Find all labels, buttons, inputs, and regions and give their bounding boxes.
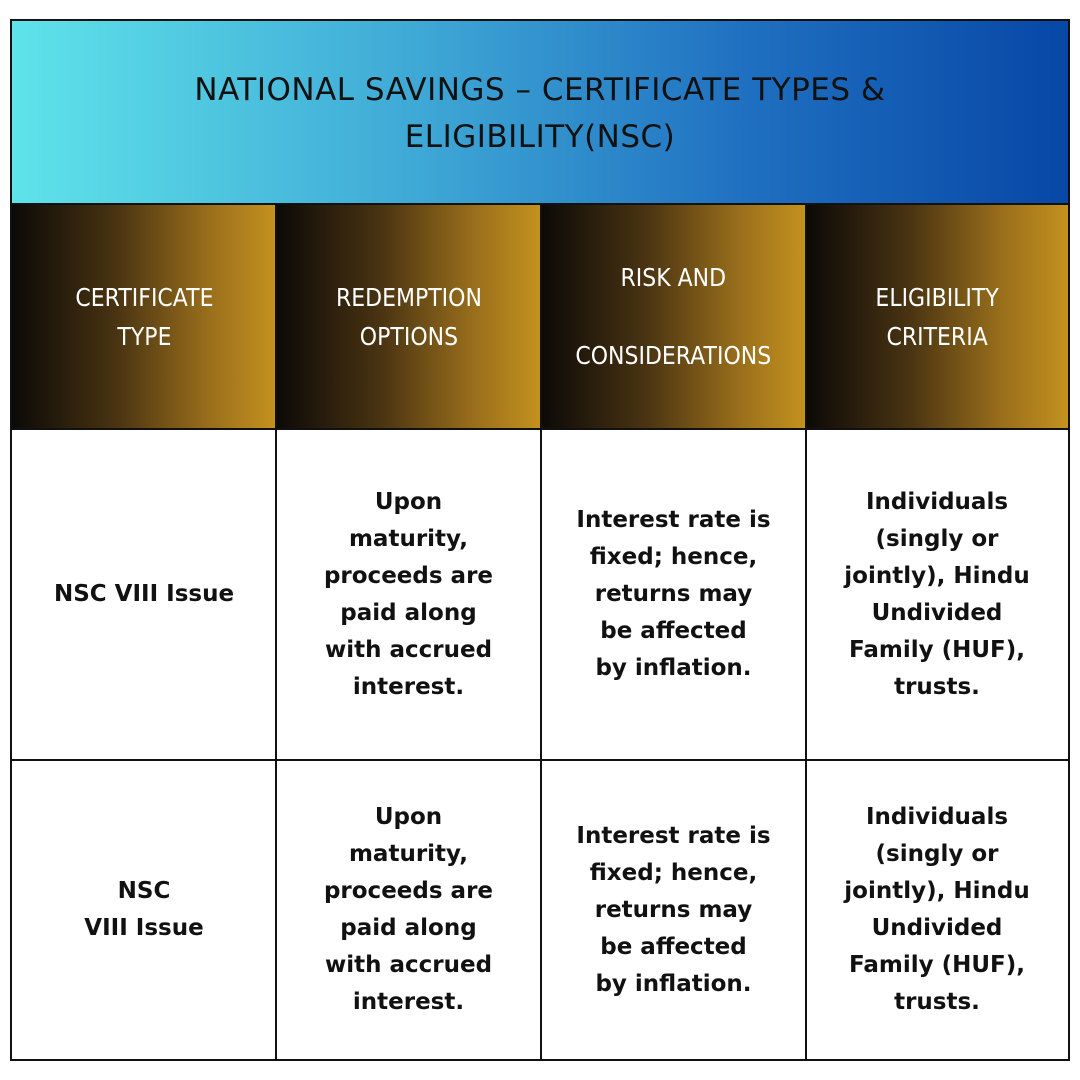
table-title: NATIONAL SAVINGS – CERTIFICATE TYPES & ELIGIBILITY(NSC) xyxy=(194,72,886,155)
cell-text: NSC VIII Issue xyxy=(53,581,235,607)
cell-text: Interest rate is fixed; hence, returns may be affected by inflation. xyxy=(576,507,771,681)
column-divider xyxy=(805,205,807,1059)
table-row-1-redemption xyxy=(276,430,541,759)
header-risk-considerations xyxy=(541,205,806,428)
cell-text: Upon maturity, proceeds are paid along with accrued interest. xyxy=(323,804,494,1015)
header-eligibility-criteria xyxy=(806,205,1068,428)
header-label: REDEMPTION OPTIONS xyxy=(335,282,482,351)
column-divider xyxy=(540,205,542,1059)
cell-text: Upon maturity, proceeds are paid along with accrued interest. xyxy=(323,488,494,700)
cell-text: NSC VIII Issue xyxy=(84,878,204,941)
title-band xyxy=(12,21,1068,205)
header-label: CERTIFICATE TYPE xyxy=(74,282,214,351)
table-grid xyxy=(12,205,1068,1059)
table-row-1-eligibility xyxy=(806,430,1068,759)
cell-text: Individuals (singly or jointly), Hindu Undivided Family (HUF), trusts. xyxy=(844,804,1030,1015)
cell-text: Interest rate is fixed; hence, returns may be affected by inflation. xyxy=(576,822,771,997)
header-label: ELIGIBILITY CRITERIA xyxy=(875,282,999,351)
header-redemption-options xyxy=(276,205,541,428)
column-divider xyxy=(275,205,277,1059)
table-row-2-redemption xyxy=(276,761,541,1059)
table-row-2-risk xyxy=(541,761,806,1059)
table-row-1-risk xyxy=(541,430,806,759)
table-row-2-certificate-type xyxy=(12,761,276,1059)
row-divider xyxy=(12,428,1068,430)
row-divider xyxy=(12,759,1068,761)
header-label: RISK AND CONSIDERATIONS xyxy=(575,263,772,370)
nsc-table xyxy=(10,19,1070,1061)
table-row-1-certificate-type xyxy=(12,430,276,759)
table-row-2-eligibility xyxy=(806,761,1068,1059)
header-certificate-type xyxy=(12,205,276,428)
cell-text: Individuals (singly or jointly), Hindu Undivided Family (HUF), trusts. xyxy=(844,488,1030,700)
